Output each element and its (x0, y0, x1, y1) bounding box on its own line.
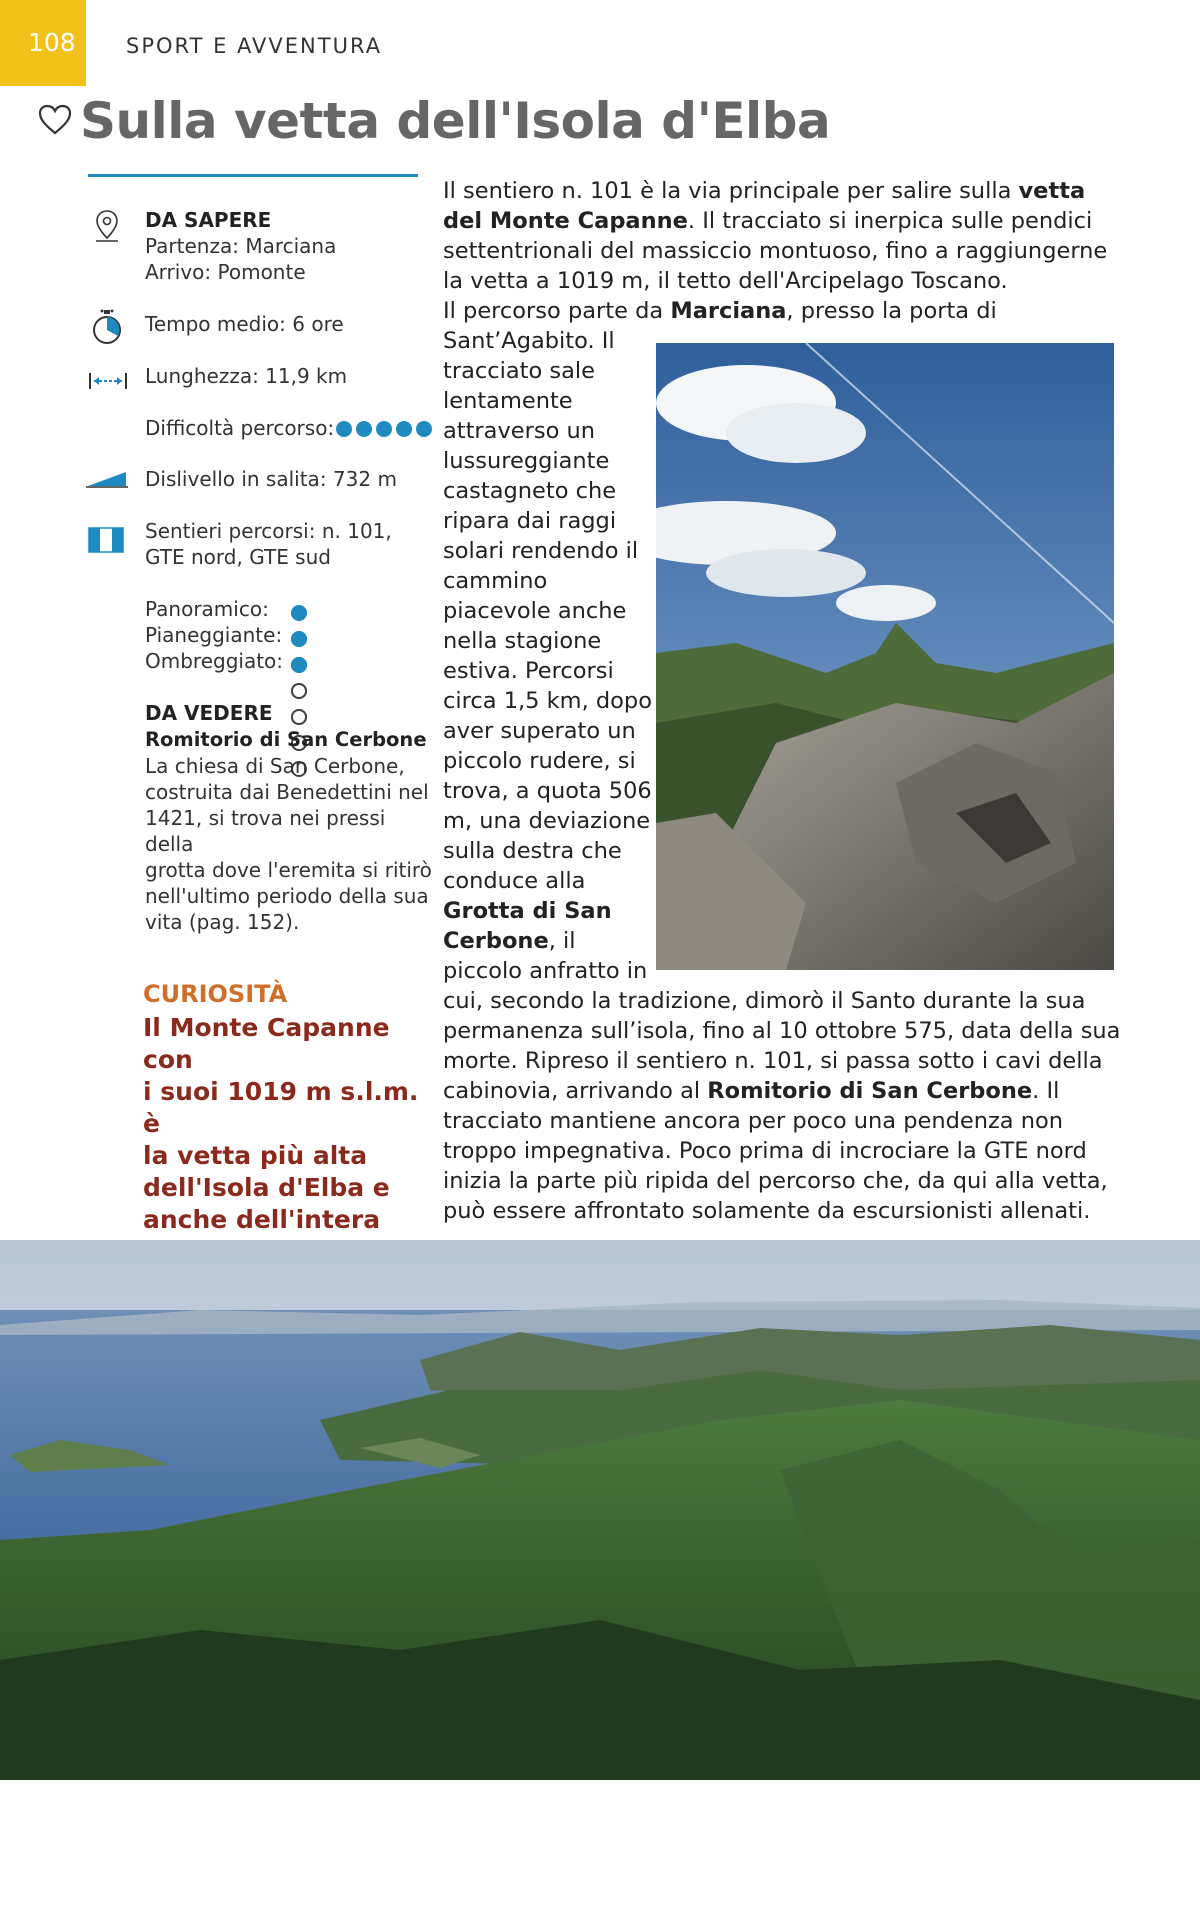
text-line: tracciato sale (443, 358, 595, 384)
text-line: ripara dai raggi (443, 508, 617, 534)
pianeggiante-label: Pianeggiante: (145, 623, 283, 647)
sentieri-line1: Sentieri percorsi: n. 101, (145, 519, 392, 543)
text-line: conduce alla (443, 868, 586, 894)
rating-dot-filled (291, 605, 307, 621)
sentieri-block (145, 518, 392, 570)
body-bold: vetta del Monte Capanne (443, 178, 1086, 234)
text-line: La chiesa di San Cerbone, (145, 754, 405, 778)
text-line: attraverso un (443, 418, 596, 444)
body-bold: Cerbone (443, 928, 549, 954)
grotta-line-2 (443, 926, 658, 956)
text-line: m, una deviazione (443, 808, 651, 834)
map-pin-icon (92, 208, 122, 244)
text-line: sulla destra che (443, 838, 622, 864)
distance-arrows-icon (88, 370, 128, 392)
text-line: grotta dove l'eremita si ritirò (145, 858, 432, 882)
text-line: circa 1,5 km, dopo (443, 688, 652, 714)
text-line: costruita dai Benedettini nel (145, 780, 429, 804)
dislivello: Dislivello in salita: 732 m (145, 467, 397, 491)
text-line: anche dell'intera (143, 1205, 381, 1234)
narrow-lines (443, 326, 658, 896)
elevation-ramp-icon (86, 470, 128, 488)
body-text: , il (548, 928, 576, 954)
trail-marker-icon (88, 527, 124, 553)
text-line: piacevole anche (443, 598, 627, 624)
page-number: 108 (28, 28, 76, 57)
rating-dot-filled (291, 657, 307, 673)
text-line: i suoi 1019 m s.l.m. è (143, 1077, 419, 1138)
text-line: Sant’Agabito. Il (443, 328, 615, 354)
body-bold: Grotta di San (443, 898, 612, 924)
rating-dot-filled (291, 631, 307, 647)
romitorio-description (145, 753, 435, 935)
rating-dot-filled (336, 421, 352, 437)
body-text: cui, secondo la tradizione, dimorò il Santo durante la sua permanenza sull’isola, fino al 10 ottobre 575, data della sua morte. Ripreso il sentiero n. 101, si passa sotto i cavi della cabinovia, arrivando al (443, 988, 1121, 1104)
text-line: castagneto che (443, 478, 617, 504)
stopwatch-icon (90, 308, 124, 346)
body-text: Il sentiero n. 101 è la via principale per salire sulla (443, 178, 1019, 204)
ombreggiato-row (145, 648, 283, 674)
ratings-block (145, 596, 283, 674)
arrivo: Arrivo: Pomonte (145, 260, 306, 284)
body-text: piccolo anfratto in (443, 958, 648, 984)
curiosita-heading: CURIOSITÀ (143, 980, 288, 1008)
partenza: Partenza: Marciana (145, 234, 337, 258)
body-text: . Il tracciato mantiene ancora per poco una pendenza non troppo impegnativa. Poco prima di incrociare la GTE nord inizia la parte più ripida del percorso che, da qui alla vetta, può essere affrontato solamente da escursionisti allenati. (443, 1078, 1108, 1224)
text-line: 1421, si trova nei pressi della (145, 806, 386, 856)
text-line: piccolo rudere, si (443, 748, 636, 774)
text-line: nell'ultimo periodo della sua (145, 884, 429, 908)
grotta-line-1 (443, 896, 658, 926)
text-line: solari rendendo il (443, 538, 639, 564)
da-sapere-heading: DA SAPERE (145, 208, 272, 232)
text-line: lentamente (443, 388, 573, 414)
romitorio-title: Romitorio di San Cerbone (145, 728, 427, 751)
text-line: estiva. Percorsi (443, 658, 614, 684)
pianeggiante-row (145, 622, 283, 648)
difficolta-row (145, 415, 436, 443)
difficolta-label: Difficoltà percorso: (145, 416, 335, 440)
da-vedere-heading: DA VEDERE (145, 701, 273, 725)
body-bold: Marciana (670, 298, 787, 324)
tempo-medio: Tempo medio: 6 ore (145, 312, 344, 336)
page-number-badge (0, 0, 86, 86)
da-vedere-block (145, 700, 435, 935)
section-label: SPORT E AVVENTURA (126, 34, 383, 58)
text-line: nella stagione (443, 628, 602, 654)
mountain-rocks-photo (656, 343, 1114, 970)
text-line: vita (pag. 152). (145, 910, 300, 934)
difficolta-rating (336, 417, 436, 443)
sentieri-line2: GTE nord, GTE sud (145, 545, 331, 569)
text-line: Il Monte Capanne con (143, 1013, 390, 1074)
body-text: , presso la porta di (786, 298, 997, 324)
body-narrow-column (443, 326, 658, 986)
body-paragraph-3 (443, 986, 1123, 1226)
body-bold: Romitorio di San Cerbone (707, 1078, 1033, 1104)
rating-dot-filled (396, 421, 412, 437)
elba-panorama-photo (0, 1240, 1200, 1780)
divider (88, 174, 418, 177)
text-line: trova, a quota 506 (443, 778, 652, 804)
panoramico-row (145, 596, 283, 622)
text-line: aver superato un (443, 718, 636, 744)
rating-dot-empty (291, 683, 307, 699)
da-sapere-block (145, 207, 336, 285)
lunghezza: Lunghezza: 11,9 km (145, 364, 348, 388)
rating-dot-filled (356, 421, 372, 437)
page-title: Sulla vetta dell'Isola d'Elba (80, 92, 831, 150)
text-line: cammino (443, 568, 548, 594)
ombreggiato-label: Ombreggiato: (145, 649, 284, 673)
body-paragraph-2 (443, 296, 1123, 326)
text-line: dell'Isola d'Elba e (143, 1173, 390, 1202)
body-paragraph-1 (443, 176, 1123, 296)
body-text: Il percorso parte da (443, 298, 671, 324)
text-line: la vetta più alta (143, 1141, 368, 1170)
body-text: . Il tracciato si inerpica sulle pendici settentrionali del massiccio montuoso, fino a raggiungerne la vetta a 1019 m, il tetto dell'Arcipelago Toscano. (443, 208, 1108, 294)
text-line: lussureggiante (443, 448, 610, 474)
heart-icon[interactable] (38, 104, 72, 136)
rating-dot-filled (416, 421, 432, 437)
rating-dot-filled (376, 421, 392, 437)
panoramico-label: Panoramico: (145, 597, 269, 621)
